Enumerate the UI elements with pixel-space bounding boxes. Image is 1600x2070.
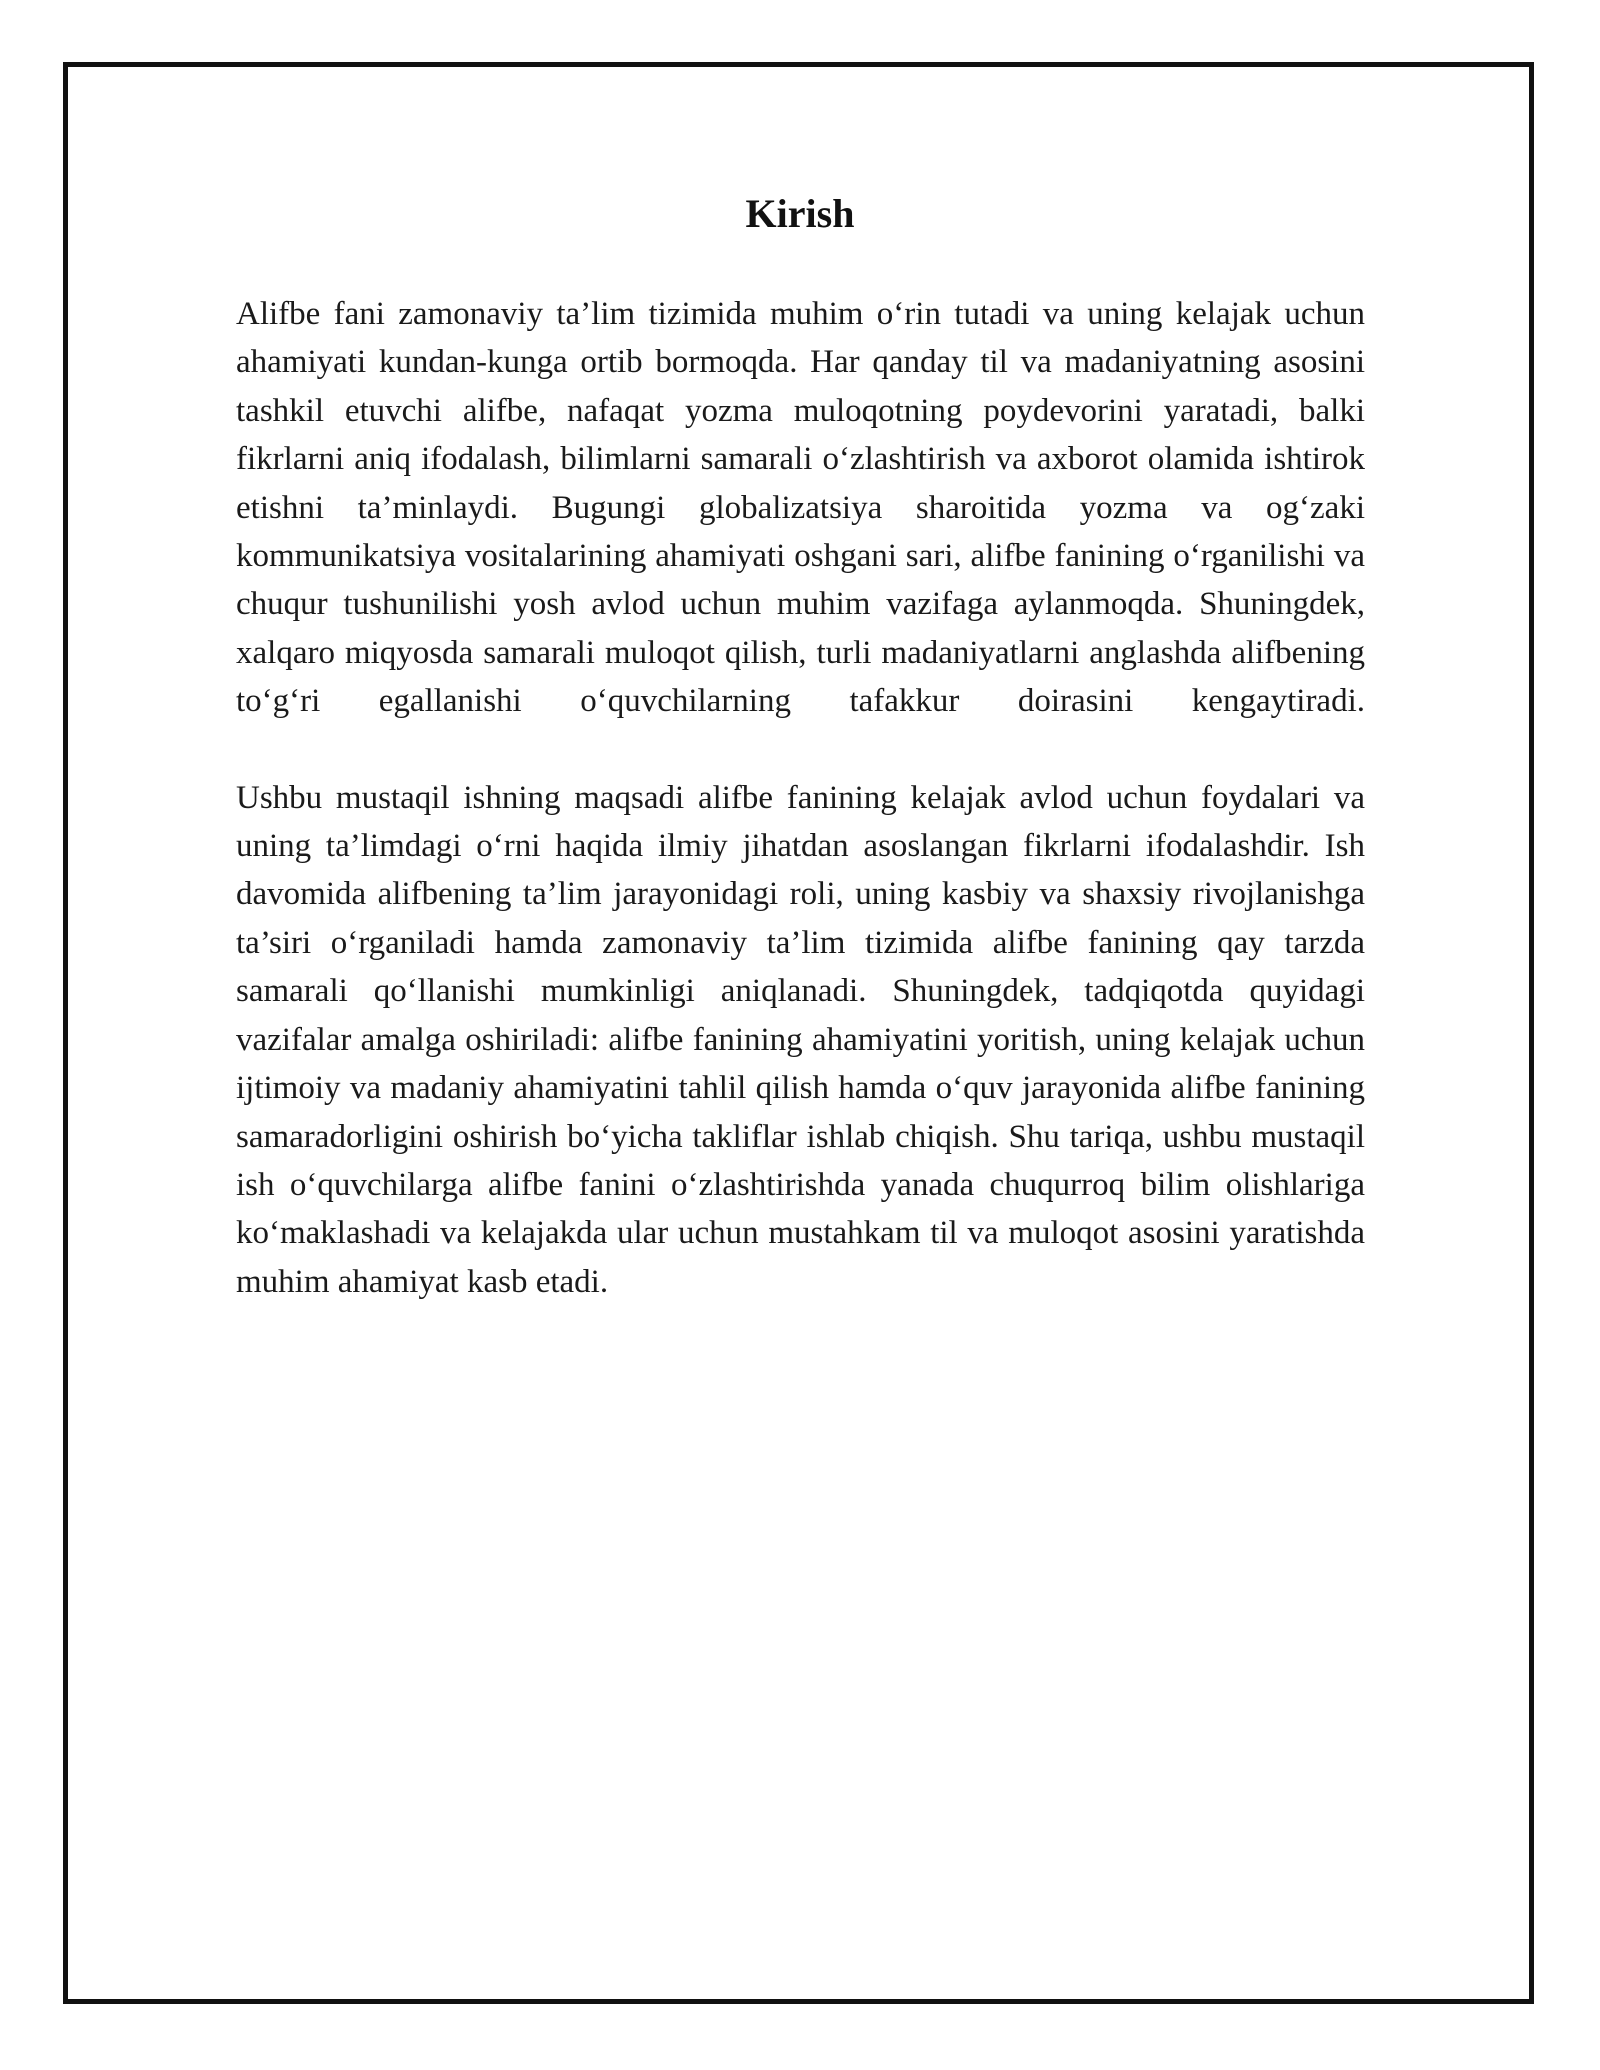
paragraph-purpose: Ushbu mustaqil ishning maqsadi alifbe fanining kelajak avlod uchun foydalari va uning ta’limdagi o‘rni haqida ilmiy jihatdan asoslangan fikrlarni ifodalashdir. Ish davomida alifbening ta’lim jarayonidagi roli, uning kasbiy va shaxsiy rivojlanishga ta’siri o‘rganiladi hamda zamonaviy ta’lim tizimida alifbe fanining qay tarzda samarali qo‘llanishi mumkinligi aniqlanadi. Shuningdek, tadqiqotda quyidagi vazifalar amalga oshiriladi: alifbe fanining ahamiyatini yoritish, uning kelajak uchun ijtimoiy va madaniy ahamiyatini tahlil qilish hamda o‘quv jarayonida alifbe fanining samaradorligini oshirish bo‘yicha takliflar ishlab chiqish. Shu tariqa, ushbu mustaqil ish o‘quvchilarga alifbe fanini o‘zlashtirishda yanada chuqurroq bilim olishlariga ko‘maklashadi va kelajakda ular uchun mustahkam til va muloqot asosini yaratishda muhim ahamiyat kasb etadi. [236, 779, 1365, 1300]
document-body [236, 290, 1365, 1354]
page-title: Kirish [745, 191, 855, 236]
paragraph-intro: Alifbe fani zamonaviy ta’lim tizimida muhim o‘rin tutadi va uning kelajak uchun ahamiyati kundan-kunga ortib bormoqda. Har qanday til va madaniyatning asosini tashkil etuvchi alifbe, nafaqat yozma muloqotning poydevorini yaratadi, balki fikrlarni aniq ifodalash, bilimlarni samarali o‘zlashtirish va axborot olamida ishtirok etishni ta’minlaydi. Bugungi globalizatsiya sharoitida yozma va og‘zaki kommunikatsiya vositalarining ahamiyati oshgani sari, alifbe fanining o‘rganilishi va chuqur tushunilishi yosh avlod uchun muhim vazifaga aylanmoqda. Shuningdek, xalqaro miqyosda samarali muloqot qilish, turli madaniyatlarni anglashda alifbening to‘g‘ri egallanishi o‘quvchilarning tafakkur doirasini kengaytiradi. [236, 296, 1365, 720]
